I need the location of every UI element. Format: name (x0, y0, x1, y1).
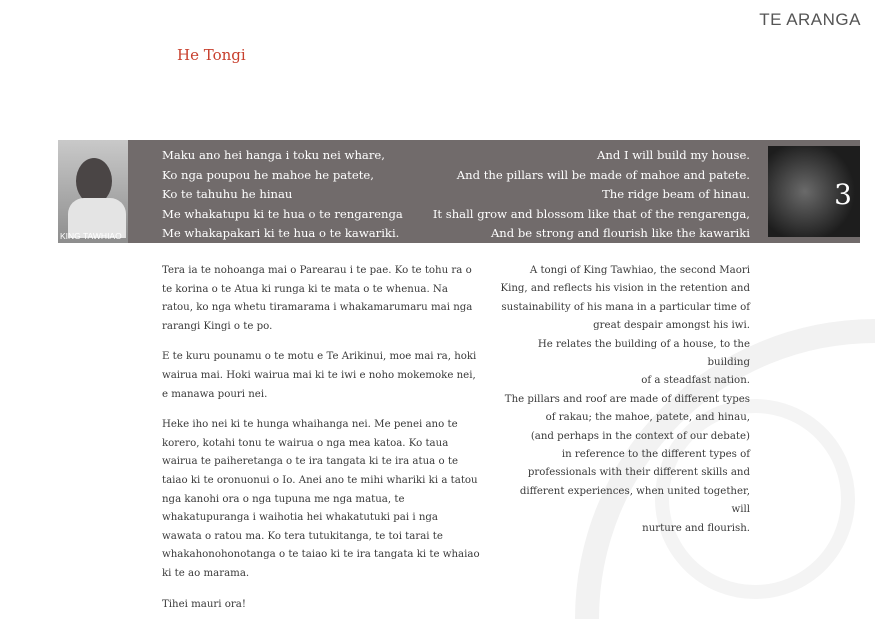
text-line: A tongi of King Tawhiao, the second Maori (529, 265, 750, 276)
poem-line: Maku ano hei hanga i toku nei whare, (162, 148, 385, 162)
english-commentary (500, 262, 750, 538)
poem-maori (162, 146, 403, 244)
text-line: great despair amongst his iwi. (593, 320, 750, 332)
paragraph: E te kuru pounamu o te motu e Te Arikinui, moe mai ra, hoki wairua mai. Hoki wairua mai ki te iwi e noho mokemoke nei, e manawa pouri nei. (162, 351, 477, 400)
text-line: The pillars and roof are made of different types (504, 393, 750, 405)
poem-line: And the pillars will be made of mahoe and patete. (456, 167, 750, 182)
poem-line: Me whakatupu ki te hua o te rengarenga (162, 206, 403, 221)
photo-caption: KING TAWHIAO (60, 231, 122, 241)
text-line: He relates the building of a house, to the building (537, 338, 750, 369)
paragraph: Tihei mauri ora! (162, 598, 246, 610)
text-line: nurture and flourish. (642, 522, 750, 534)
text-line: different experiences, when united together, will (519, 485, 750, 516)
poem-english (433, 146, 750, 244)
carving-image (768, 146, 860, 237)
maori-text-column (162, 262, 480, 626)
text-line: (and perhaps in the context of our debate) (530, 430, 750, 442)
paragraph: Heke iho nei ki te hunga whaihanga nei. Me penei ano te korero, kotahi tonu te wairua o nga mea katoa. Ko taua wairua te paiheretanga o te ira tangata ki te ira atua o te taiao ki te oronuonui o Io. Anei ano te mihi whariki ki a tatou nga kanohi ora o nga tupuna me nga matua, te whakatupuranga i waihotia hei whakatutuki pai i nga wawata o ratou ma. Ko tera tutukitanga, te toi tarai te whakahonohonotanga o te taiao ki te ira tangata ki te whaiao ki te ao marama. (162, 419, 480, 579)
page-title: He Tongi (177, 46, 246, 64)
poem-line: The ridge beam of hinau. (602, 187, 750, 201)
brand-title: TE ARANGA (759, 10, 861, 29)
poem-banner (58, 140, 860, 243)
text-line: professionals with their different skills and (527, 467, 750, 479)
poem-line: And be strong and flourish like the kawariki (490, 226, 750, 240)
page-number: 3 (834, 178, 852, 211)
paragraph: Tera ia te nohoanga mai o Parearau i te pae. Ko te tohu ra o te korina o te Atua ki runga ki te mata o te whenua. Na ratou, ko nga whetu tiramarama i whakamarumaru mai nga rarangi Kingi o te po. (162, 265, 473, 332)
text-line: in reference to the different types of (561, 449, 750, 461)
poem-line: It shall grow and blossom like that of the rengarenga, (432, 206, 750, 221)
text-line: sustainability of his mana in a particular time of (501, 301, 750, 313)
poem-line: Ko te tahuhu he hinau (162, 187, 293, 201)
poem-line: And I will build my house. (597, 148, 750, 162)
text-line: of rakau; the mahoe, patete, and hinau, (545, 412, 750, 424)
text-line: King, and reflects his vision in the retention and (500, 283, 750, 295)
king-tawhiao-photo (58, 140, 128, 243)
text-line: of a steadfast nation. (641, 375, 750, 387)
poem-line: Me whakapakari ki te hua o te kawariki. (162, 226, 400, 240)
poem-line: Ko nga poupou he mahoe he patete, (162, 167, 374, 182)
